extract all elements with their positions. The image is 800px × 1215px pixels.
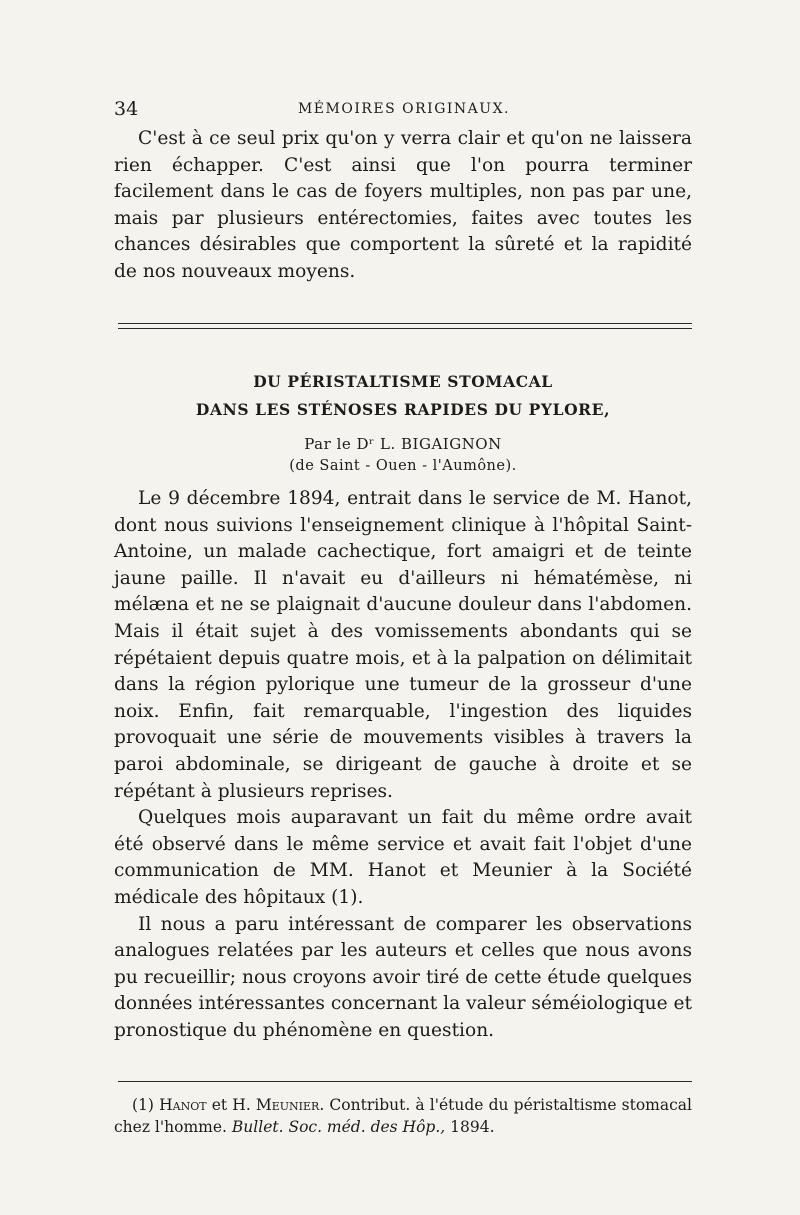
footnote-text	[114, 1094, 692, 1138]
page-header	[114, 98, 694, 122]
intro-paragraph: C'est à ce seul prix qu'on y verra clair et qu'on ne laissera rien échapper. C'est ainsi que l'on pourra terminer facilement dans le cas de foyers multiples, non pas par une, mais par plusieurs entérectomies, faites avec toutes les chances désirables que comportent la sûreté et la rapidité de nos nouveaux moyens.	[114, 128, 692, 282]
footnote	[114, 1094, 692, 1138]
article-paragraph: Le 9 décembre 1894, entrait dans le service de M. Hanot, dont nous suivions l'enseignement clinique à l'hôpital Saint-Antoine, un malade cachectique, fort amaigri et de teinte jaune paille. Il n'avait eu d'ailleurs ni hématémèse, ni mélæna et ne se plaignait d'aucune douleur dans l'abdomen. Mais il était sujet à des vomissements abondants qui se répétaient depuis quatre mois, et à la palpation on délimitait dans la région pylorique une tumeur de la grosseur d'une noix. Enfin, fait remarquable, l'ingestion des liquides provoquait une série de mouvements visibles à travers la paroi abdominale, se dirigeant de gauche à droite et se répétant à plusieurs reprises.	[114, 488, 692, 802]
footnote-year: 1894.	[450, 1118, 495, 1136]
article-body	[114, 486, 692, 1044]
article-paragraph: Il nous a paru intéressant de comparer les observations analogues relatées par les auteurs et celles que nous avons pu recueillir; nous croyons avoir tiré de cette étude quelques données intéressantes concernant la valeur séméiologique et pronostique du phénomène en question.	[114, 913, 693, 1041]
article-author: Par le Dʳ L. BIGAIGNON	[304, 435, 502, 453]
article-paragraph: Quelques mois auparavant un fait du même ordre avait été observé dans le même service et avait fait l'objet d'une communication de MM. Hanot et Meunier à la Société médicale des hôpitaux (1).	[114, 807, 692, 908]
section-divider-bottom	[118, 328, 692, 329]
running-title: MÉMOIRES ORIGINAUX.	[297, 101, 511, 117]
footnote-marker: (1)	[132, 1096, 154, 1114]
footnote-author-1: Hanot	[159, 1096, 207, 1114]
article-title-line-1: DU PÉRISTALTISME STOMACAL	[253, 372, 553, 391]
article-title-line-2: DANS LES STÉNOSES RAPIDES DU PYLORE,	[195, 400, 611, 419]
footnote-title: Contribut. à l'étude du péristaltisme stomacal chez l'homme.	[114, 1096, 692, 1136]
footnote-journal: Bullet. Soc. méd. des Hôp.,	[231, 1118, 446, 1136]
footnote-connector: et	[211, 1096, 228, 1114]
intro-text	[114, 126, 692, 286]
footnote-divider	[118, 1081, 692, 1082]
page-number: 34	[114, 98, 139, 120]
footnote-author-2: H. Meunier.	[232, 1096, 325, 1114]
section-divider-top	[118, 323, 692, 324]
article-affiliation: (de Saint - Ouen - l'Aumône).	[289, 458, 517, 474]
